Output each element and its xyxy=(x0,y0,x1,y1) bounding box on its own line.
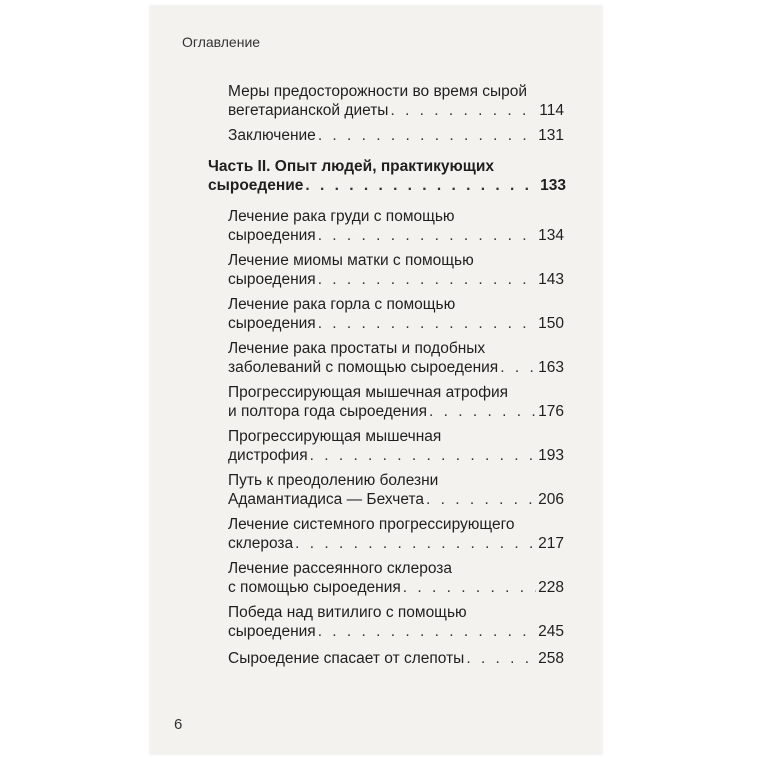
toc-entry xyxy=(228,339,564,377)
toc-entry-title-line: Победа над витилиго с помощью xyxy=(228,604,467,621)
toc-page-number: 150 xyxy=(538,315,564,332)
toc-entry-title-line: склероза xyxy=(228,535,294,552)
book-page xyxy=(150,6,602,754)
toc-entry xyxy=(228,471,564,509)
page-number: 6 xyxy=(174,716,183,733)
toc-entry-title-line: Сыроедение спасает от слепоты xyxy=(228,650,465,667)
dot-leader xyxy=(318,270,536,289)
dot-leader xyxy=(429,402,536,421)
dot-leader xyxy=(466,649,536,668)
dot-leader xyxy=(403,578,536,597)
toc-page-number: 134 xyxy=(538,227,564,244)
running-head: Оглавление xyxy=(182,34,261,50)
toc-entry-title-line: Лечение миомы матки с помощью xyxy=(228,252,474,269)
dot-leader xyxy=(426,490,536,509)
toc-entry-title-line: Заключение xyxy=(228,127,316,144)
toc-entry xyxy=(228,603,564,641)
dot-leader xyxy=(318,314,536,333)
dot-leader xyxy=(305,176,538,195)
toc-entry xyxy=(228,649,564,668)
toc-page-number: 143 xyxy=(538,271,564,288)
toc-entry-title-line: заболеваний с помощью сыроедения xyxy=(228,359,499,376)
toc-entry xyxy=(228,559,564,597)
table-of-contents xyxy=(150,76,602,668)
toc-entry-title-line: сыроедение xyxy=(208,177,304,194)
toc-entry-title-line: вегетарианской диеты xyxy=(228,102,389,119)
toc-entry-title-line: Часть II. Опыт людей, практикующих xyxy=(208,158,494,175)
toc-entry-title-line: с помощью сыроедения xyxy=(228,579,401,596)
dot-leader xyxy=(318,226,536,245)
toc-page-number: 193 xyxy=(538,447,564,464)
toc-page-number: 176 xyxy=(538,403,564,420)
toc-entry xyxy=(228,82,564,120)
toc-page-number: 206 xyxy=(538,491,564,508)
toc-entry-title-line: сыроедения xyxy=(228,623,316,640)
toc-entry xyxy=(228,515,564,553)
toc-entry xyxy=(228,251,564,289)
toc-entry xyxy=(228,207,564,245)
dot-leader xyxy=(295,534,536,553)
toc-page-number: 245 xyxy=(538,623,564,640)
dot-leader xyxy=(310,446,537,465)
toc-entry-title-line: сыроедения xyxy=(228,271,316,288)
toc-entry-title-line: сыроедения xyxy=(228,315,316,332)
toc-entry-title-line: Путь к преодолению болезни xyxy=(228,472,439,489)
toc-page-number: 228 xyxy=(538,579,564,596)
toc-entry-title-line: Лечение рака простаты и подобных xyxy=(228,340,486,357)
toc-part-heading xyxy=(208,157,566,195)
toc-entry xyxy=(228,383,564,421)
toc-entry-title-line: Меры предосторожности во время сырой xyxy=(228,83,528,100)
toc-entry-title-line: Прогрессирующая мышечная xyxy=(228,428,442,445)
toc-entry xyxy=(228,126,564,145)
toc-page-number: 114 xyxy=(539,102,564,119)
toc-entry-title-line: и полтора года сыроедения xyxy=(228,403,428,420)
toc-entry-title-line: Лечение рака груди с помощью xyxy=(228,208,455,225)
toc-entry-title-line: Лечение рассеянного склероза xyxy=(228,560,453,577)
dot-leader xyxy=(500,358,536,377)
toc-entry-title-line: сыроедения xyxy=(228,227,316,244)
toc-entry xyxy=(228,295,564,333)
toc-entry-title-line: Адамантиадиса — Бехчета xyxy=(228,491,424,508)
toc-page-number: 131 xyxy=(538,127,564,144)
toc-entry-title-line: Прогрессирующая мышечная атрофия xyxy=(228,384,509,401)
toc-entry xyxy=(228,427,564,465)
toc-entry-title-line: Лечение рака горла с помощью xyxy=(228,296,456,313)
toc-page-number: 163 xyxy=(538,359,564,376)
toc-page-number: 258 xyxy=(538,650,564,667)
toc-entry-title-line: Лечение системного прогрессирующего xyxy=(228,516,515,533)
toc-page-number: 133 xyxy=(540,177,566,194)
dot-leader xyxy=(318,622,536,641)
toc-entry-title-line: дистрофия xyxy=(228,447,308,464)
dot-leader xyxy=(318,126,536,145)
dot-leader xyxy=(390,101,537,120)
toc-page-number: 217 xyxy=(538,535,564,552)
